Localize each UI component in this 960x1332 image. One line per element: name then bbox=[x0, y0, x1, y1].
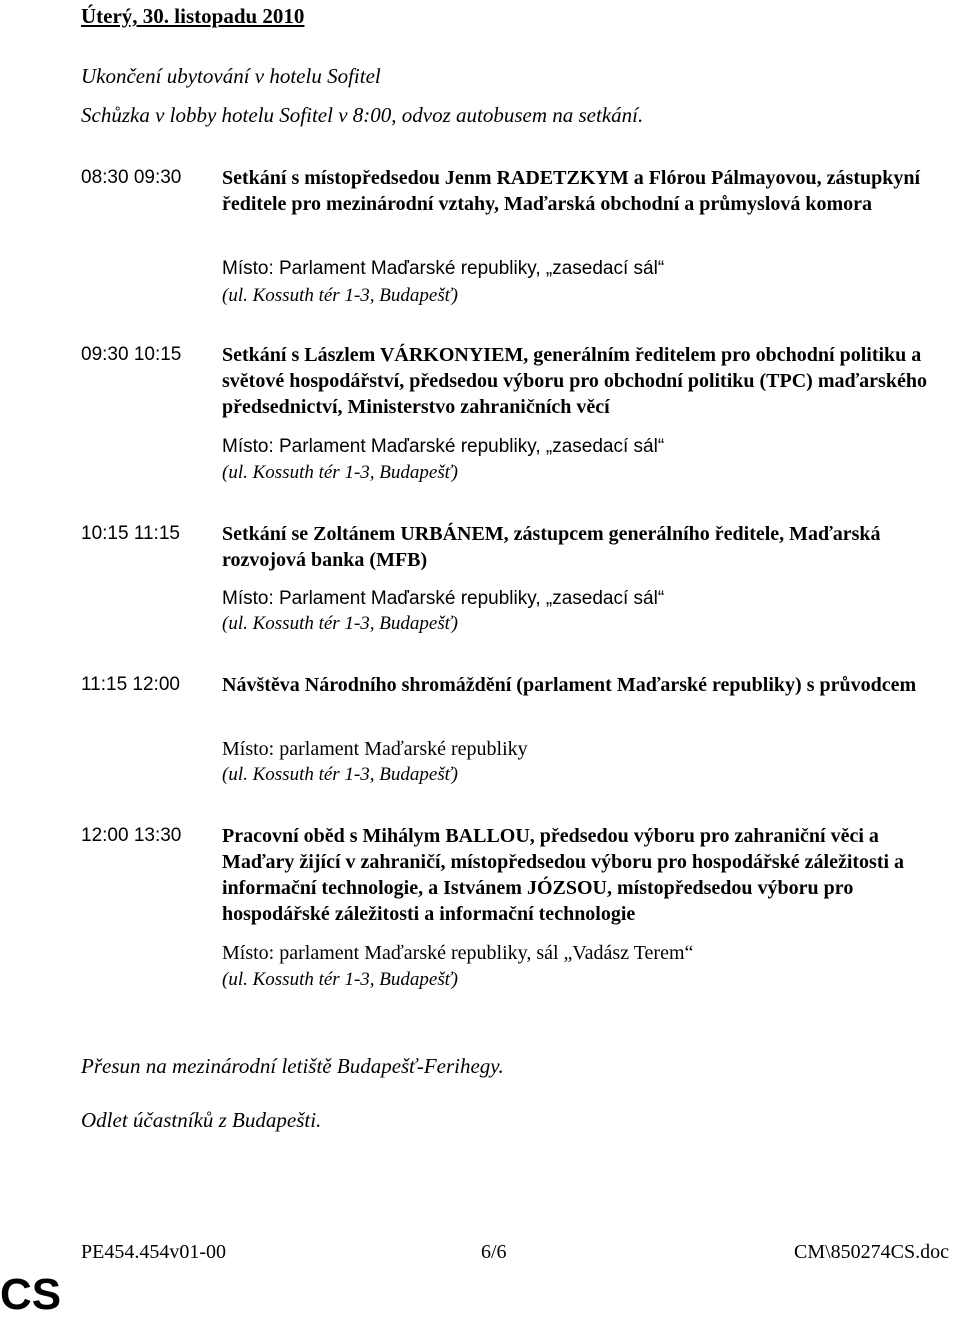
event-place: Místo: Parlament Maďarské republiky, „zasedací sál“ bbox=[222, 436, 665, 457]
event-address: (ul. Kossuth tér 1-3, Budapešť) bbox=[222, 613, 458, 634]
event-title: Setkání s místopředsedou Jenm RADETZKYM a Flórou Pálmayovou, zástupkyní ředitele pro mezinárodní vztahy, Maďarská obchodní a průmyslová komora bbox=[222, 167, 921, 215]
event-title: Setkání se Zoltánem URBÁNEM, zástupcem generálního ředitele, Maďarská rozvojová banka (MFB) bbox=[222, 523, 881, 571]
event-address: (ul. Kossuth tér 1-3, Budapešť) bbox=[222, 285, 458, 306]
event-place: Místo: Parlament Maďarské republiky, „zasedací sál“ bbox=[222, 258, 665, 279]
event-title: Návštěva Národního shromáždění (parlament Maďarské republiky) s průvodcem bbox=[222, 674, 917, 696]
event-place: Místo: parlament Maďarské republiky, sál „Vadász Terem“ bbox=[222, 942, 694, 964]
event-title: Setkání s Lászlem VÁRKONYIEM, generálním ředitelem pro obchodní politiku a světové hospodářství, předsedou výboru pro obchodní politiku (TPC) maďarského předsednictví, Ministerstvo zahraničních věcí bbox=[222, 344, 927, 418]
event-time: 09:30 10:15 bbox=[81, 344, 182, 365]
event-time: 12:00 13:30 bbox=[81, 825, 182, 846]
language-code: CS bbox=[0, 1270, 62, 1319]
checkout-note: Ukončení ubytování v hotelu Sofitel bbox=[81, 64, 381, 88]
event-time: 08:30 09:30 bbox=[81, 167, 182, 188]
date-heading: Úterý, 30. listopadu 2010 bbox=[81, 4, 305, 28]
departure-note: Odlet účastníků z Budapešti. bbox=[81, 1108, 322, 1132]
event-address: (ul. Kossuth tér 1-3, Budapešť) bbox=[222, 462, 458, 483]
event-time: 11:15 12:00 bbox=[81, 674, 180, 695]
meeting-point-note: Schůzka v lobby hotelu Sofitel v 8:00, odvoz autobusem na setkání. bbox=[81, 103, 644, 127]
event-place: Místo: Parlament Maďarské republiky, „zasedací sál“ bbox=[222, 588, 665, 609]
footer-page-number: 6/6 bbox=[481, 1241, 507, 1263]
event-address: (ul. Kossuth tér 1-3, Budapešť) bbox=[222, 764, 458, 785]
transfer-note: Přesun na mezinárodní letiště Budapešť-Ferihegy. bbox=[81, 1054, 504, 1078]
event-place: Místo: parlament Maďarské republiky bbox=[222, 738, 528, 760]
footer-file-name: CM\850274CS.doc bbox=[794, 1241, 950, 1263]
event-address: (ul. Kossuth tér 1-3, Budapešť) bbox=[222, 969, 458, 990]
event-title: Pracovní oběd s Mihálym BALLOU, předsedou výboru pro zahraniční věci a Maďary žijící v zahraničí, místopředsedou výboru pro hospodářské záležitosti a informační technologie, a Istvánem JÓZSOU, místopředsedou výboru pro hospodářské záležitosti a informační technologie bbox=[222, 825, 905, 925]
event-time: 10:15 11:15 bbox=[81, 523, 180, 544]
footer-doc-ref: PE454.454v01-00 bbox=[81, 1241, 226, 1263]
